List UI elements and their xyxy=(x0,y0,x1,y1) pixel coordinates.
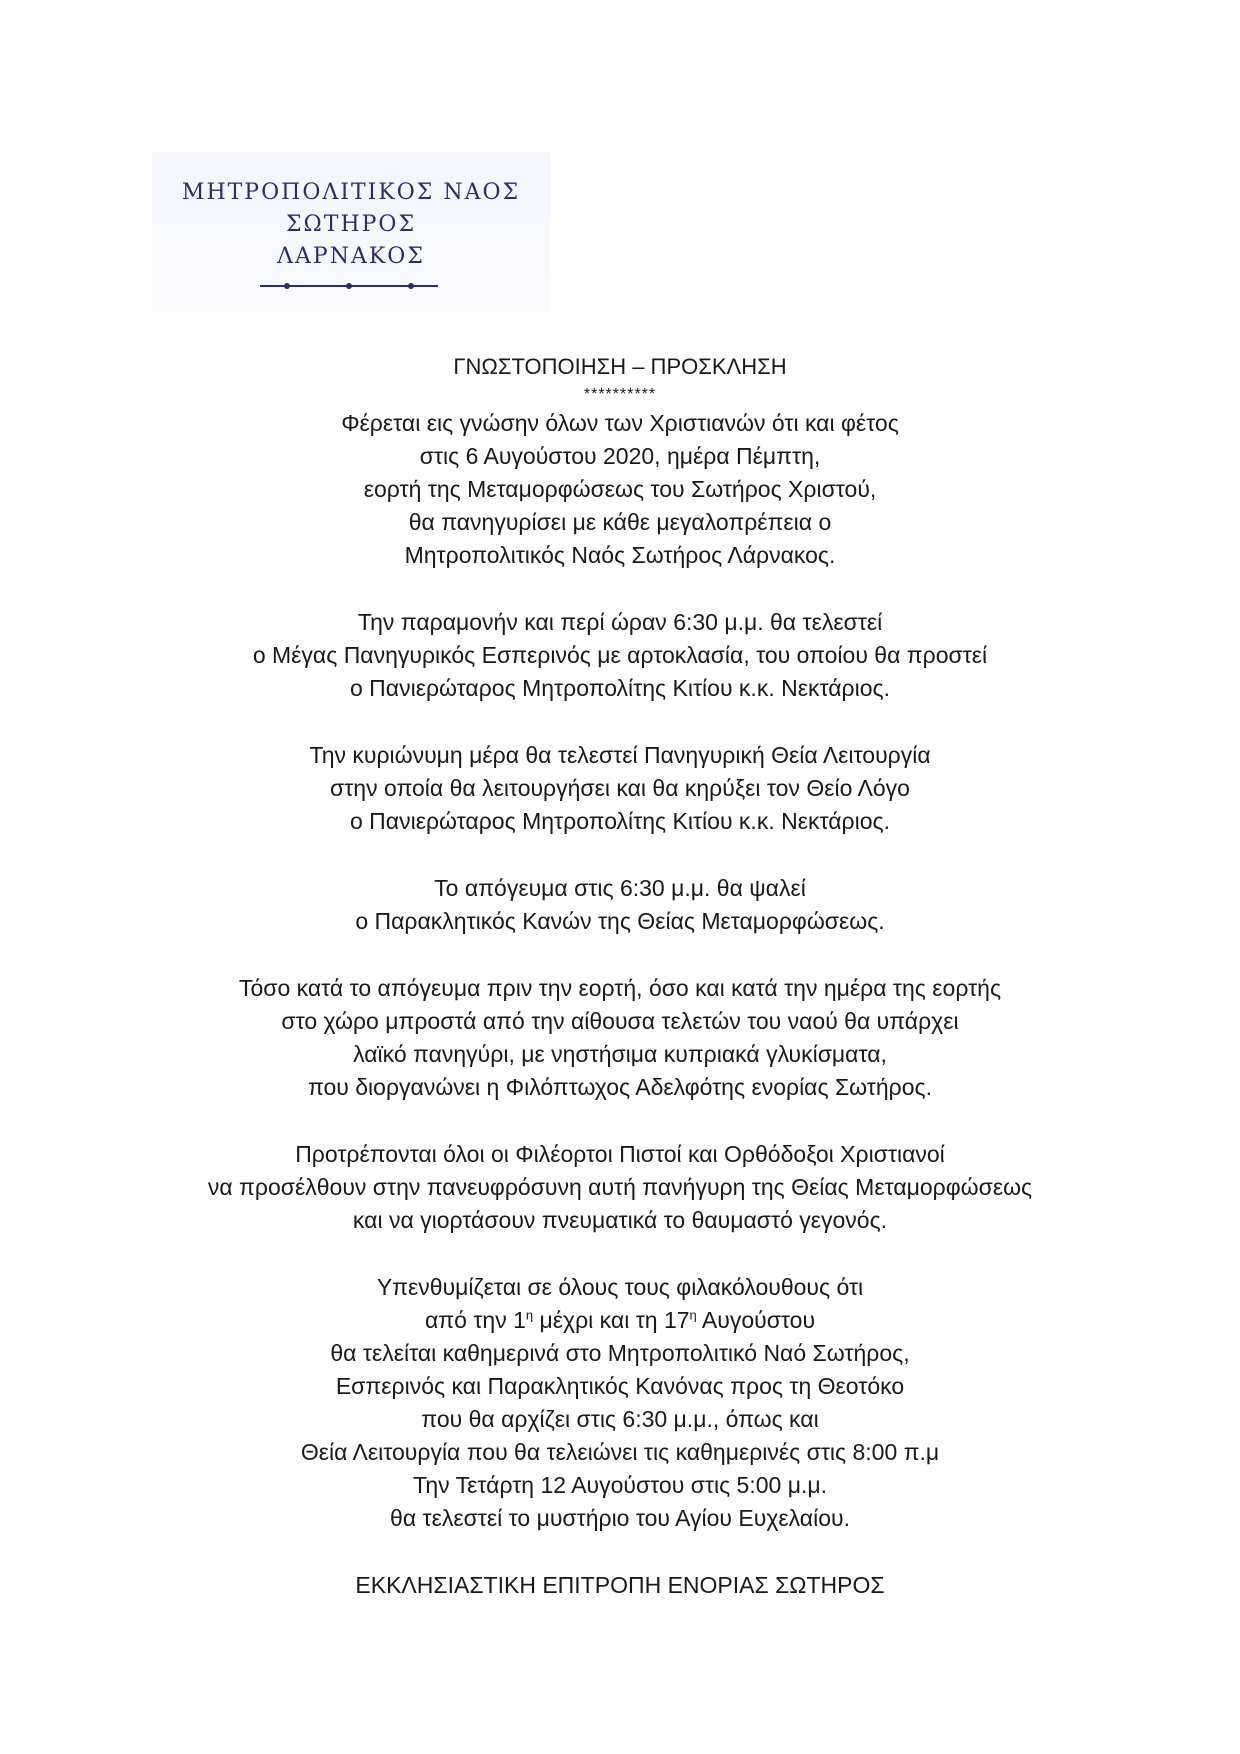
paragraph-reminder xyxy=(0,1271,1240,1535)
dates-text-c: Αυγούστου xyxy=(696,1307,816,1333)
paragraph-line: θα τελεστεί το μυστήριο του Αγίου Ευχελαίου. xyxy=(390,1505,850,1531)
logo-line-3: ΛΑΡΝΑΚΟΣ xyxy=(277,244,425,269)
ornament-dot-icon xyxy=(346,283,352,289)
paragraph-line: εορτή της Μεταμορφώσεως του Σωτήρος Χριστού, xyxy=(363,476,877,502)
dates-text-b: μέχρι και τη 17 xyxy=(533,1307,690,1333)
paragraph-line: να προσέλθουν στην πανευφρόσυνη αυτή πανήγυρη της Θείας Μεταμορφώσεως xyxy=(207,1174,1033,1200)
paragraph-line: Μητροπολιτικός Ναός Σωτήρος Λάρνακος. xyxy=(404,542,836,568)
paragraph-line: στην οποία θα λειτουργήσει και θα κηρύξει τον Θείο Λόγο xyxy=(330,775,910,801)
paragraph-liturgy xyxy=(0,739,1240,838)
notice-body xyxy=(0,350,1240,1602)
paragraph-line: λαϊκό πανηγύρι, με νηστήσιμα κυπριακά γλυκίσματα, xyxy=(353,1041,887,1067)
paragraph-line: Προτρέπονται όλοι οι Φιλέορτοι Πιστοί και Ορθόδοξοι Χριστιανοί xyxy=(295,1141,945,1167)
notice-title: ΓΝΩΣΤΟΠΟΙΗΣΗ – ΠΡΟΣΚΛΗΣΗ xyxy=(453,354,787,379)
dates-text-a: από την 1 xyxy=(424,1307,526,1333)
paragraph-line: ο Μέγας Πανηγυρικός Εσπερινός με αρτοκλασία, του οποίου θα προστεί xyxy=(252,642,988,668)
paragraph-line: Την Τετάρτη 12 Αυγούστου στις 5:00 μ.μ. xyxy=(413,1472,827,1498)
logo-ornament-rule xyxy=(260,285,438,287)
ordinal-superscript: η xyxy=(689,1307,697,1323)
paragraph-festival xyxy=(0,972,1240,1104)
paragraph-line: θα τελείται καθημερινά στο Μητροπολιτικό Ναό Σωτήρος, xyxy=(330,1340,910,1366)
paragraph-line: Υπενθυμίζεται σε όλους τους φιλακόλουθους ότι xyxy=(376,1274,864,1300)
paragraph-line: Τόσο κατά το απόγευμα πριν την εορτή, όσο και κατά την ημέρα της εορτής xyxy=(238,975,1002,1001)
ordinal-superscript: η xyxy=(525,1307,534,1323)
paragraph-line: και να γιορτάσουν πνευματικά το θαυμαστό γεγονός. xyxy=(352,1207,888,1233)
paragraph-line: Την κυριώνυμη μέρα θα τελεστεί Πανηγυρική Θεία Λειτουργία xyxy=(309,742,931,768)
notice-header xyxy=(0,350,1240,572)
paragraph-line: θα πανηγυρίσει με κάθε μεγαλοπρέπεια ο xyxy=(408,509,832,535)
paragraph-line: ο Πανιερώταρος Μητροπολίτης Κιτίου κ.κ. Νεκτάριος. xyxy=(350,808,890,834)
logo-line-1: ΜΗΤΡΟΠΟΛΙΤΙΚΟΣ ΝΑΟΣ xyxy=(181,180,521,205)
paragraph-line: Θεία Λειτουργία που θα τελειώνει τις καθημερινές στις 8:00 π.μ xyxy=(300,1439,940,1465)
paragraph-line: που θα αρχίζει στις 6:30 μ.μ., όπως και xyxy=(421,1406,819,1432)
paragraph-paraklesis xyxy=(0,872,1240,938)
paragraph-exhortation xyxy=(0,1138,1240,1237)
paragraph-line: στο χώρο μπροστά από την αίθουσα τελετών του ναού θα υπάρχει xyxy=(281,1008,959,1034)
paragraph-line: Το απόγευμα στις 6:30 μ.μ. θα ψαλεί xyxy=(434,875,806,901)
paragraph-line: Την παραμονήν και περί ώραν 6:30 μ.μ. θα τελεστεί xyxy=(357,609,883,635)
ornament-dot-icon xyxy=(284,283,290,289)
paragraph-line: Φέρεται εις γνώσην όλων των Χριστιανών ότι και φέτος xyxy=(341,410,899,436)
ornament-dot-icon xyxy=(408,283,414,289)
paragraph-line: στις 6 Αυγούστου 2020, ημέρα Πέμπτη, xyxy=(419,443,821,469)
paragraph-line: ο Παρακλητικός Κανών της Θείας Μεταμορφώσεως. xyxy=(355,908,885,934)
signature-block xyxy=(0,1569,1240,1602)
paragraph-line: ο Πανιερώταρος Μητροπολίτης Κιτίου κ.κ. Νεκτάριος. xyxy=(350,675,890,701)
paragraph-line: Εσπερινός και Παρακλητικός Κανόνας προς τη Θεοτόκο xyxy=(335,1373,905,1399)
paragraph-vespers xyxy=(0,606,1240,705)
logo-line-2: ΣΩΤΗΡΟΣ xyxy=(285,212,417,237)
paragraph-line: που διοργανώνει η Φιλόπτωχος Αδελφότης ενορίας Σωτήρος. xyxy=(307,1074,933,1100)
paragraph-line-dates xyxy=(0,1304,1240,1337)
signature: ΕΚΚΛΗΣΙΑΣΤΙΚΗ ΕΠΙΤΡΟΠΗ ΕΝΟΡΙΑΣ ΣΩΤΗΡΟΣ xyxy=(355,1572,885,1598)
church-logo xyxy=(152,152,550,312)
stars-divider: ********** xyxy=(583,386,657,403)
